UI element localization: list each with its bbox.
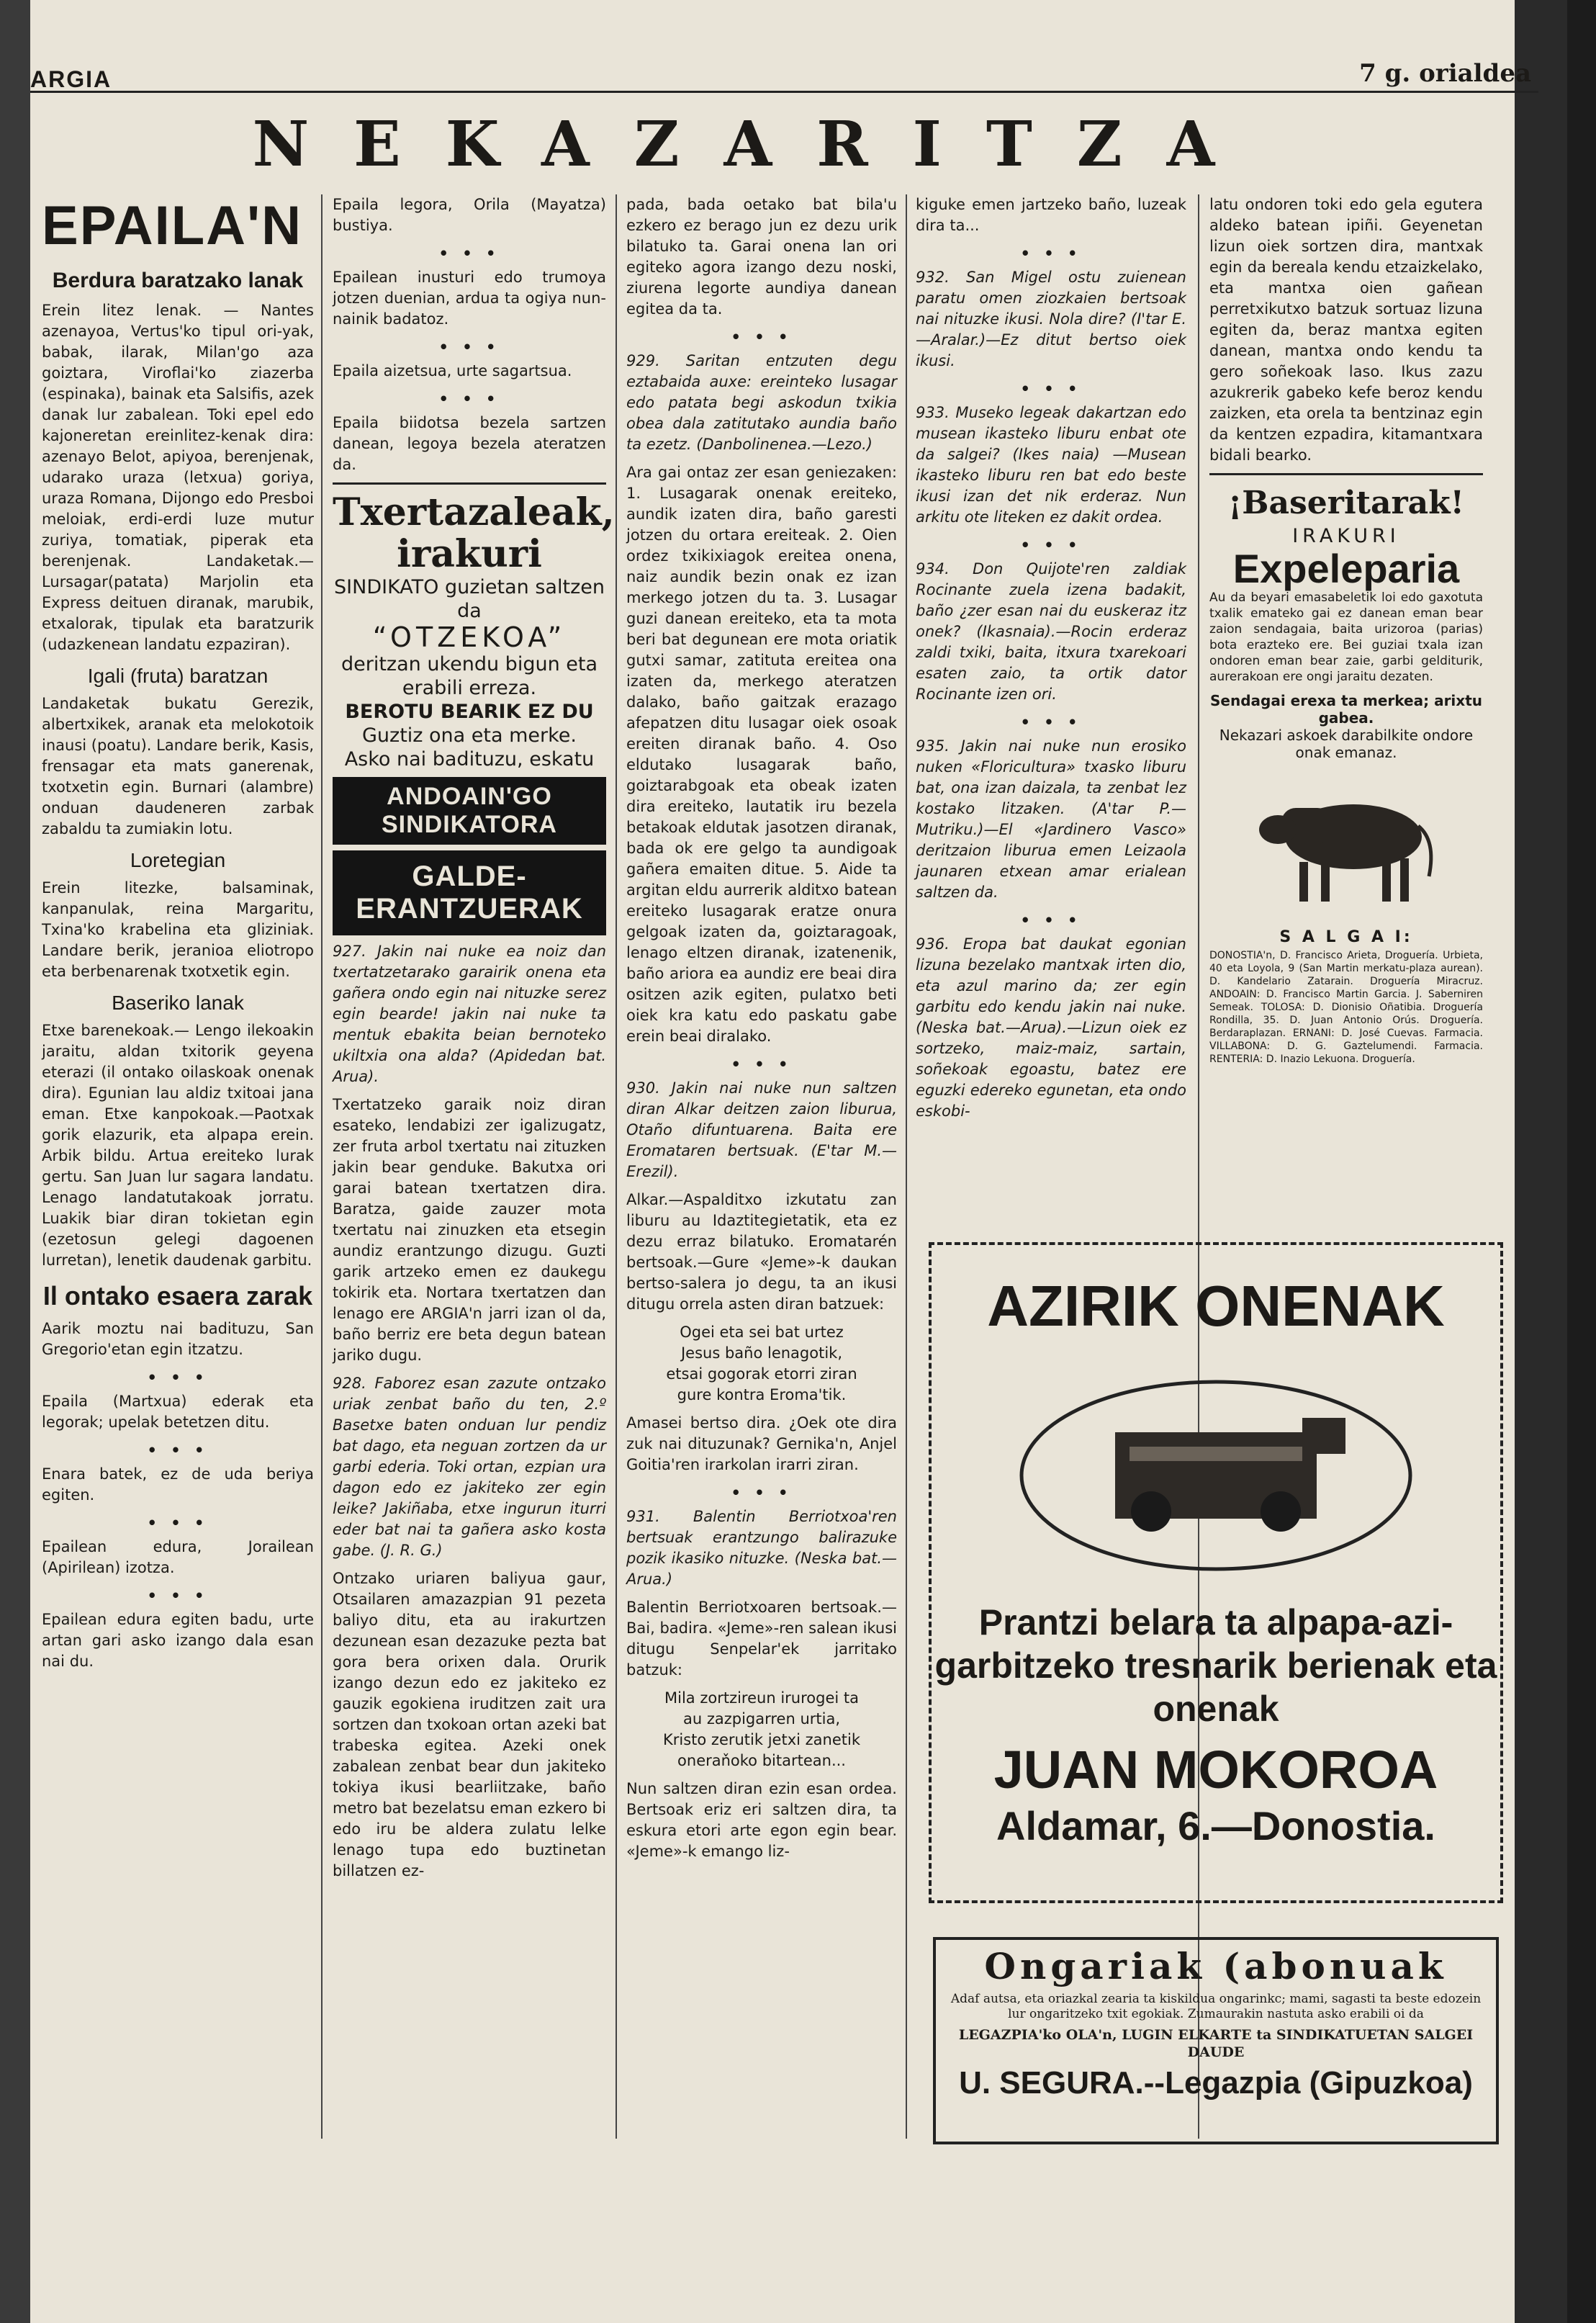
question: 929. Saritan entzuten degu eztabaida auxe: ereinteko lusagar edo patata begi askodun txikia obea dala zatitutako aundia baño ta ezetz. (Danbolinenea.—Lezo.) [626, 352, 897, 453]
section-masthead: NEKAZARITZA [252, 108, 1260, 181]
ad-text: Sendagai erexa ta merkea; arixtu gabea. [1210, 692, 1482, 727]
ad-title: Ongariak (abonuak [984, 1945, 1448, 1987]
answer: Balentin Berriotxoaren bertsoak.—Bai, badira. «Jeme»-ren salean ikusi ditugu Senpelar'ek jarritako batzuk: [626, 1599, 898, 1679]
separator: • • • [1020, 714, 1082, 731]
epaila-title: EPAILA'N [42, 195, 303, 256]
separator: • • • [731, 328, 793, 346]
saying: Epaila (Martxua) ederak eta legorak; upelak betetzen ditu. [42, 1393, 314, 1431]
ad-text: Guztiz ona eta merke. [361, 724, 577, 747]
answer: kiguke emen jartzeko baño, luzeak dira ta... [916, 196, 1186, 234]
page-number: 7 g. orialdea [1359, 59, 1531, 88]
sale-list: DONOSTIA'n, D. Francisco Arieta, Droguería. Urbieta, 40 eta Loyola, 9 (San Martin merkatu-plaza aurean). D. Kandelario Zatarain. Droguería Miracruz. ANDOAIN: D. Francisco Martin Garcia. J. Saberniren Semeak. TOLOSA: D. Dionisio Oñatibia. Droguería Rondilla, 35. D. Juan Antonio Orús. Droguería. Berdaraplazan. ERNANI: D. José Cuevas. Farmacia. VILLABONA: D. G. Gaztelumendi. Farmacia. RENTERIA: D. Inazio Lekuona. Droguería. [1209, 950, 1483, 1065]
section-heading: Loretegian [130, 849, 226, 871]
page-edge [1567, 0, 1596, 2323]
article-text: Erein litez lenak. — Nantes azenayoa, Vertus'ko tipul ori-yak, babak, ilarak, Milan'go aza goiztara, Viroflai'ko ziazerba (espinaka), bainak eta Salsifis, azek danak lur zabalean. Toki epel edo kajoneretan ereinlitez-kenak dira: azenayo Belot, apiyoa, berenjenak, udarako uraza (letxua) goriya, uraza Romana, Dijongo edo Presboi meloiak, erdi-erdi luze mutur zuriya, tomatiak, piperak eta berenjenak. Landaketak.—Lursagar(patata) Marjolin eta Express deituen diranak, marubik, etxalorak, tipulak eta baratzurik (udazkenean landatu ezpaziran). [42, 302, 314, 653]
separator: • • • [438, 338, 500, 356]
answer: Ontzako uriaren baliyua gaur, Otsailaren amazazpian 91 pezeta baliyo ditu, eta au irakurtzen dezunean esan dezazuke pezta bat gora bera orixen dala. Orurik izango dezun edo ez jakiteko ez gauzik egokiena iruditzen zait ura sortzen dan txokoan ortan azeki bat trabeska egitea. Azeki onek zabalean zenbat bear dun jakiteko tokiya ikusi bearliitzake, baño metro bat bezelatsu eman ezkero bi edo iru be aldera zulatu lelke lenago tupa edo buztinetan billatzen ez- [333, 1570, 606, 1879]
saying: Aarik moztu nai badituzu, San Gregorio'etan egin itzatzu. [42, 1320, 314, 1358]
qa-heading: GALDE-ERANTZUERAK [333, 850, 606, 935]
ad-text: Asko nai badituzu, eskatu [344, 748, 595, 770]
fertilizer-ad [933, 1937, 1499, 2144]
saying: Enara batek, ez de uda beriya egiten. [42, 1465, 314, 1504]
answer: Ara gai ontaz zer esan geniezaken: 1. Lusagarak onenak ereiteko, aundik izaten dira, baño garesti jotzen du ortara ereiteak. 2. Oien ordez txikixiagok ereitea onena, naiz aundik bezin onak ez izan merkego jotzen du ta. 3. Lusagar guzi danean ereiteko, eta ta mota beri bat degunean ere mota oriatik gutxi samar, zatituta ereitea ona izaten da, merkego ateratzen dalako, baño gaitzak erazago afepatzen ditu lusagar oiek osoak ereiten diranak baño. 4. Oso eldutako lusagarak baño, goiztarabgoak eta obeak izaten dira ereiteko, lautatik iru bezela betakoak eldutak jasotzen diranak, bada ok ere gelgo ta aundigoak gañera emaiten ditue. 5. Aide ta argitan eldu aurrerik alditxo batean ereiteko lusagarak eratze onura gelgoak izaten da, goiztaragoak, lenago eltzen diranak, izatenenik, baño ariora ea aundiz ere beai dira ositzen azik egiten, pulatxo beti oiek kra katu edo paskatu gabe erein beai diralako. [626, 464, 897, 1045]
question: 934. Don Quijote'ren zaldiak Rocinante zuela izena badakit, baño ¿zer esan nai du euskeraz itz onek? (Ikasnaia).—Rocin erderaz zaldi txiki, baita, itxura txarekoari esaten zaio, ta ortik dator Rocinante izen ori. [916, 560, 1186, 703]
verse-line: Kristo zerutik jetxi zanetik [662, 1731, 860, 1748]
verse [626, 1322, 897, 1406]
column-divider [616, 194, 617, 2139]
separator: • • • [731, 1056, 793, 1073]
ad-subtitle: IRAKURI [1292, 525, 1400, 547]
column-1 [42, 194, 314, 1679]
saying: Epailean edura, Jorailean (Apirilean) izotza. [42, 1538, 314, 1576]
answer: Nun saltzen diran ezin esan ordea. Bertsoak eriz eri saltzen dira, ta eskura etori arte egon egin bear. «Jeme»-k emango liz- [626, 1780, 897, 1860]
column-3 [626, 194, 897, 1869]
cow-illustration [1209, 768, 1483, 918]
saying: Epailean inusturi edo trumoya jotzen duenian, ardua ta ogiya nun-nainik badatoz. [333, 269, 606, 328]
question: 935. Jakin nai nuke nun erosiko nuken «Floricultura» txasko liburu bat, ona izan daizala, ta zenbat lez kostako litzaken. (A'tar P.—Mutriku.)—El «Jardinero Vasco» deritzaion liburua emen Leizaola jaunaren etxean amar erialean saltzen da. [916, 737, 1186, 901]
ad-text: Adaf autsa, eta oriazkal zearia ta kiskildua ongarinkc; mami, sagasti ta beste edozein lur ongaritzeko txit egokiak. Zumaurakin nastuta asko erabili oi da [950, 1992, 1482, 2021]
verse [626, 1688, 897, 1771]
ad-text: LEGAZPIA'ko OLA'n, LUGIN ELKARTE ta SINDIKATUETAN SALGEI DAUDE [958, 2027, 1474, 2060]
separator: • • • [147, 1369, 209, 1386]
saying: Epailean edura egiten badu, urte artan gari asko izango dala esan nai du. [42, 1611, 314, 1670]
separator: • • • [1020, 245, 1082, 262]
verse-line: etsai gogorak etorri ziran [666, 1365, 857, 1383]
question: 927. Jakin nai nuke ea noiz dan txertatzetarako garairik onena eta gañera ondo egin nai nituzke serez egin bearde! jakin nai nuke ta mentuk ebakita beian bernoteko ukiltxia ona alda? (Apidedan bat. Arua). [333, 943, 606, 1085]
verse-line: Jesus baño lenagotik, [680, 1344, 843, 1362]
answer: Amasei bertso dira. ¿Oek ote dira zuk nai dituzunak? Gernika'n, Anjel Goitia'ren irarkolan irarri ziran. [626, 1414, 897, 1473]
ad-text: SINDIKATO guzietan saltzen da [334, 576, 605, 622]
separator: • • • [438, 390, 500, 408]
column-2 [333, 194, 615, 1889]
section-heading: Berdura baratzako lanak [52, 269, 304, 292]
question: 932. San Migel ostu zuienean paratu omen ziozkaien bertsoak nai nituzke ikusi. Nola dire? (I'tar E.—Aralar.)—Ez ditut bertso oiek ikusi. [916, 269, 1186, 369]
book-spine [0, 0, 30, 2323]
answer: latu ondoren toki edo gela egutera aldeko batean ipiñi. Geyenetan lizun oiek sortzen dira, mantxak egin da bereala kendu etzaizkelako, eta mantxa oien gañean perretxikutxo batzuk sortuaz lizuna egiten da, beraz mantxa egiten danean, mantxa ondo kendu ta gero soñekoak laso. Ikus zazu azukrerik gabeko kefe beroz kendu zaizken, eta orela ta bentzinaz egin da kentzen ezpadira, kitamantxara bidali bearko. [1209, 196, 1483, 464]
section-heading: Igali (fruta) baratzan [87, 665, 269, 687]
separator: • • • [1020, 380, 1082, 397]
verse-line: Mila zortzireun irurogei ta [664, 1689, 859, 1707]
ad-text: Au da beyari emasabeletik loi edo gaxotuta txalik emateko gai ez danean eman bear zaion sendagaia, baita urizoroa (parias) bota erazteko ere. Bei guziai txala izan ondoren eman bear zaie, garbi gelditurik, aurerakoan ere ongi jaraitu dezaten. [1209, 590, 1483, 684]
separator: • • • [438, 245, 500, 262]
answer: pada, bada oetako bat bila'u ezkero ez berago jun ez dezu urik bilatuko ta. Garai onena lan ori egiteko agora izango dezu noski, ziurena legorte aundiya danean egitea da ta. [626, 196, 897, 318]
saying: Epaila biidotsa bezela sartzen danean, legoya bezela ateratzen da. [333, 414, 606, 473]
article-text: Etxe barenekoak.— Lengo ilekoakin jaraitu, aldan txitorik geyena eterazi (il ontako oilaskoak onenak dira). Egunian lau aldiz txitoai jana eman. Etxe kanpokoak.—Paotxak gorik elazurik, eta alpapa erein. Arbik bildu. Artua ereiteko lurak gertu. San Juan lur sagara landatu. Lenago landatutakoak jorratu. Luakik biar diran tokietan egin (ezetosun gelegi dagoenen lurretan), lenetik daudenak garbitu. [42, 1022, 314, 1269]
question: 928. Faborez esan zazute ontzako uriak zenbat baño du ten, 2.º Basetxe baten onduan lur pendiz bat dago, eta neguan zortzen da ur garbi ederia. Toki ortan, ezpian ura dagon edo ez jakiteko zer egin leike? Jakiñaba, etxe ingurun iturri eder bat nai ta gañera asko kosta gabe. (J. R. G.) [333, 1375, 606, 1559]
ad-title: ¡Baseritarak! [1227, 485, 1464, 521]
separator: • • • [147, 1442, 209, 1459]
seed-ad [929, 1242, 1503, 1903]
ad-address: Aldamar, 6.—Donostia. [996, 1803, 1435, 1848]
column-divider [906, 194, 907, 2139]
column-5 [1209, 194, 1483, 1073]
ad-title: AZIRIK ONENAK [987, 1274, 1445, 1338]
question: 933. Museko legeak dakartzan edo musean ikasteko liburu enbat ote da salgei? (Ikes naia) —Musean ikasteko liburu ren bat edo beste ikusi izan det nik erderaz. Nun arkitu ote liteken ez dakit ordea. [916, 404, 1186, 526]
answer: Txertatzeko garaik noiz diran esateko, lendabizi zer igalizugatz, zer fruta arbol txertatu nai zituzken jakin bear genduke. Bakutxa ori garai batean txertatzen dira. Baratza, gaide zauzer mota txertatu nai zinuzken eta etsegin aundiz erantzungo dizugu. Guzti garik artzeko emen ez daukegu tokirik eta. Nortara txertatzen dan lenago ere ARGIA'n jarri izan ol da, baño berriz ere beta degun batean jariko dugu. [333, 1096, 606, 1364]
ad-contact: U. SEGURA.--Legazpia (Gipuzkoa) [959, 2065, 1473, 2100]
separator: • • • [731, 1484, 793, 1501]
verse-line: gure kontra Eroma'tik. [677, 1386, 847, 1403]
ad-text: Prantzi belara ta alpapa-azi-garbitzeko tresnarik berienak eta onenak [934, 1602, 1497, 1729]
ad-text: deritzan ukendu bigun eta erabili erreza. [341, 653, 598, 699]
separator: • • • [1020, 912, 1082, 929]
paper-name: ARGIA [30, 66, 112, 92]
ad-company-name: JUAN MOKOROA [993, 1740, 1438, 1799]
divider [333, 482, 606, 485]
divider [1209, 473, 1483, 475]
answer: Alkar.—Aspalditxo izkutatu zan liburu au Idaztitegietatik, eta ez dezu erraz bilatuko. Eromatarén bertsoak.—Gure «Jeme»-k daukan bertso-salera jo degu, ta an ikusi ditugu orrela asten diran batzuek: [626, 1191, 897, 1313]
ad-product-name: Expeleparia [1232, 546, 1460, 591]
verse-line: oneraňoko bitartean... [677, 1752, 846, 1769]
separator: • • • [147, 1514, 209, 1532]
ad-contact-bar: ANDOAIN'GO SINDIKATORA [333, 777, 606, 845]
sayings-heading: Il ontako esaera zarak [42, 1281, 313, 1311]
header-rule [30, 91, 1538, 93]
ad-product-name: “OTZEKOA” [372, 621, 567, 653]
ad-title: Txertazaleak, irakuri [333, 490, 615, 576]
section-heading: Baseriko lanak [112, 992, 244, 1014]
sale-heading: S A L G A I: [1279, 928, 1413, 946]
column-divider [321, 194, 323, 2139]
separator: • • • [147, 1587, 209, 1604]
question: 936. Eropa bat daukat egonian lizuna bezelako mantxak irten dio, eta azul marino da; zer egin garbitu edo kendu jakin nai nuke. (Neska bat.—Arua).—Lizun oiek ez sortzeko, maiz-maiz, sartain, soñekoak egoastu, batez ere eguzki edereko egunetan, eta ondo eskobi- [916, 935, 1186, 1120]
column-4 [916, 194, 1186, 1129]
saying: Epaila aizetsua, urte sagartsua. [333, 362, 572, 379]
ad-text: BEROTU BEARIK EZ DU [345, 701, 594, 723]
question: 931. Balentin Berriotxoa'ren bertsuak erantzungo balirazuke pozik ikasiko nituzke. (Neska bat.—Arua.) [626, 1508, 897, 1588]
verse-line: au zazpigarren urtia, [682, 1710, 841, 1727]
ad-text: Nekazari askoek darabilkite ondore onak emanaz. [1219, 727, 1474, 761]
machine-illustration [932, 1375, 1500, 1579]
question: 930. Jakin nai nuke nun saltzen diran Alkar deitzen zaion liburua, Otaño difuntuarena. Baita ere Eromataren bertsuak. (E'tar M.—Erezil). [626, 1079, 897, 1180]
verse-line: Ogei eta sei bat urtez [680, 1324, 844, 1341]
article-text: Erein litezke, balsaminak, kanpanulak, reina Margaritu, Txina'ko krabelina eta gliziniak. Landare berik, jeranioa eliotropo eta berbenarenak txotxetik egin. [42, 879, 314, 980]
article-text: Landaketak bukatu Gerezik, albertxikek, aranak eta melokotoik inausi (poatu). Landare berik, Kasis, frensagar eta mats ganerenak, txotxetin egin. Burnari (alambre) onduan daudeneren zarbak zabaldu ta zumiakin lotu. [42, 695, 314, 837]
saying: Epaila legora, Orila (Mayatza) bustiya. [333, 196, 606, 234]
separator: • • • [1020, 536, 1082, 554]
